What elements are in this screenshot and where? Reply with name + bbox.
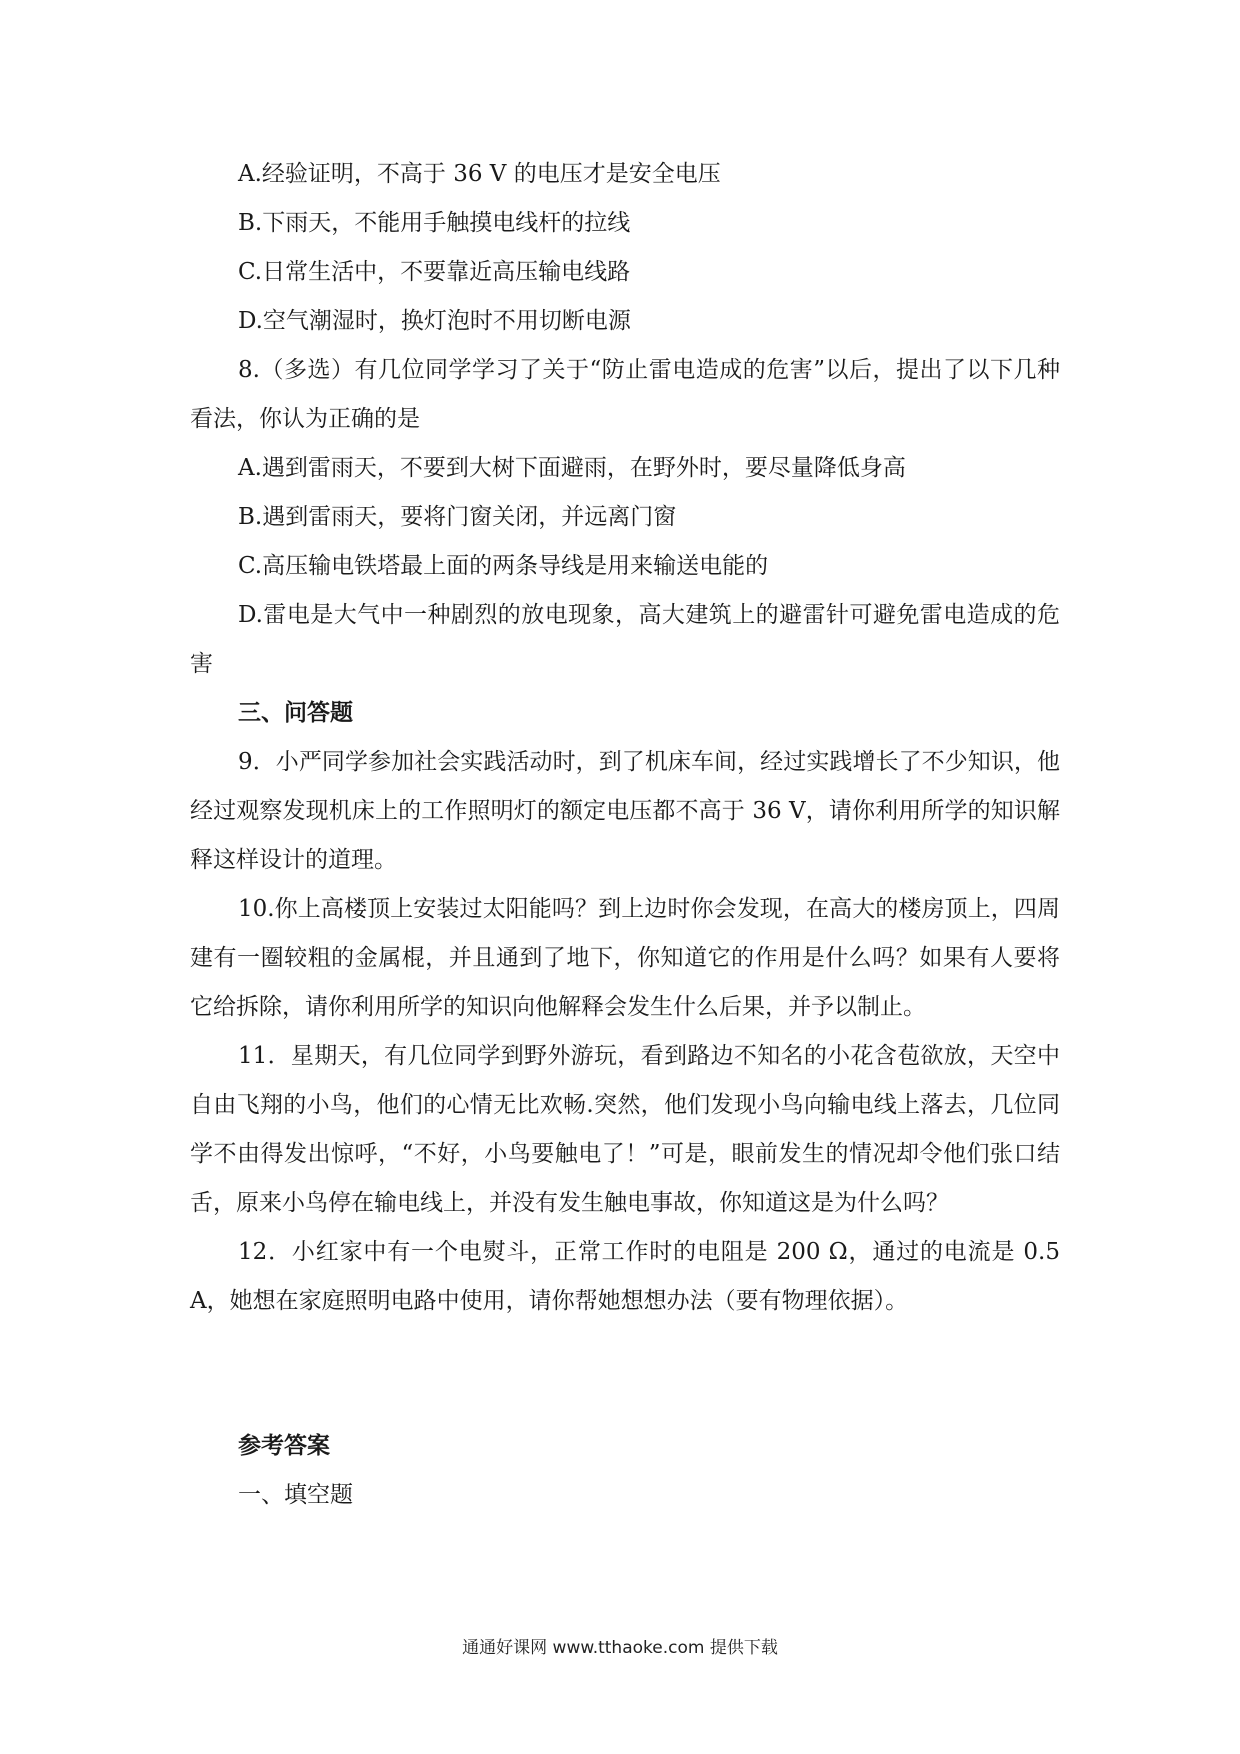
q8-option-c: C.高压输电铁塔最上面的两条导线是用来输送电能的 xyxy=(238,553,769,579)
question-10: 10.你上高楼顶上安装过太阳能吗？到上边时你会发现，在高大的楼房顶上，四周建有一圈较粗的金属棍，并且通到了地下，你知道它的作用是什么吗？如果有人要将它给拆除，请你利用所学的知识向他解释会发生什么后果，并予以制止。 xyxy=(190,896,1060,1020)
q8-option-d: D.雷电是大气中一种剧烈的放电现象，高大建筑上的避雷针可避免雷电造成的危害 xyxy=(190,602,1060,677)
question-9: 9．小严同学参加社会实践活动时，到了机床车间，经过实践增长了不少知识，他经过观察发现机床上的工作照明灯的额定电压都不高于 36 V，请你利用所学的知识解释这样设计的道理。 xyxy=(190,749,1060,873)
q8-stem: 8.（多选）有几位同学学习了关于“防止雷电造成的危害”以后，提出了以下几种看法，你认为正确的是 xyxy=(190,357,1060,432)
answers-heading: 参考答案 xyxy=(238,1433,330,1459)
page-content xyxy=(190,150,1060,1520)
q7-option-b: B.下雨天，不能用手触摸电线杆的拉线 xyxy=(238,210,631,236)
question-11: 11．星期天，有几位同学到野外游玩，看到路边不知名的小花含苞欲放，天空中自由飞翔的小鸟，他们的心情无比欢畅.突然，他们发现小鸟向输电线上落去，几位同学不由得发出惊呼，“不好，小鸟要触电了！”可是，眼前发生的情况却令他们张口结舌，原来小鸟停在输电线上，并没有发生触电事故，你知道这是为什么吗？ xyxy=(190,1043,1060,1216)
page-footer: 通通好课网 www.tthaoke.com 提供下载 xyxy=(462,1638,778,1658)
q8-option-b: B.遇到雷雨天，要将门窗关闭，并远离门窗 xyxy=(238,504,677,530)
q7-option-d: D.空气潮湿时，换灯泡时不用切断电源 xyxy=(238,308,631,334)
q7-option-c: C.日常生活中，不要靠近高压输电线路 xyxy=(238,259,631,285)
section-heading-qa: 三、问答题 xyxy=(238,700,353,726)
spacer xyxy=(190,1326,1060,1422)
q7-option-a: A.经验证明，不高于 36 V 的电压才是安全电压 xyxy=(238,161,721,187)
question-12: 12．小红家中有一个电熨斗，正常工作时的电阻是 200 Ω，通过的电流是 0.5 A，她想在家庭照明电路中使用，请你帮她想想办法（要有物理依据）。 xyxy=(190,1239,1060,1314)
answers-subheading: 一、填空题 xyxy=(238,1482,353,1508)
q8-option-a: A.遇到雷雨天，不要到大树下面避雨，在野外时，要尽量降低身高 xyxy=(238,455,906,481)
